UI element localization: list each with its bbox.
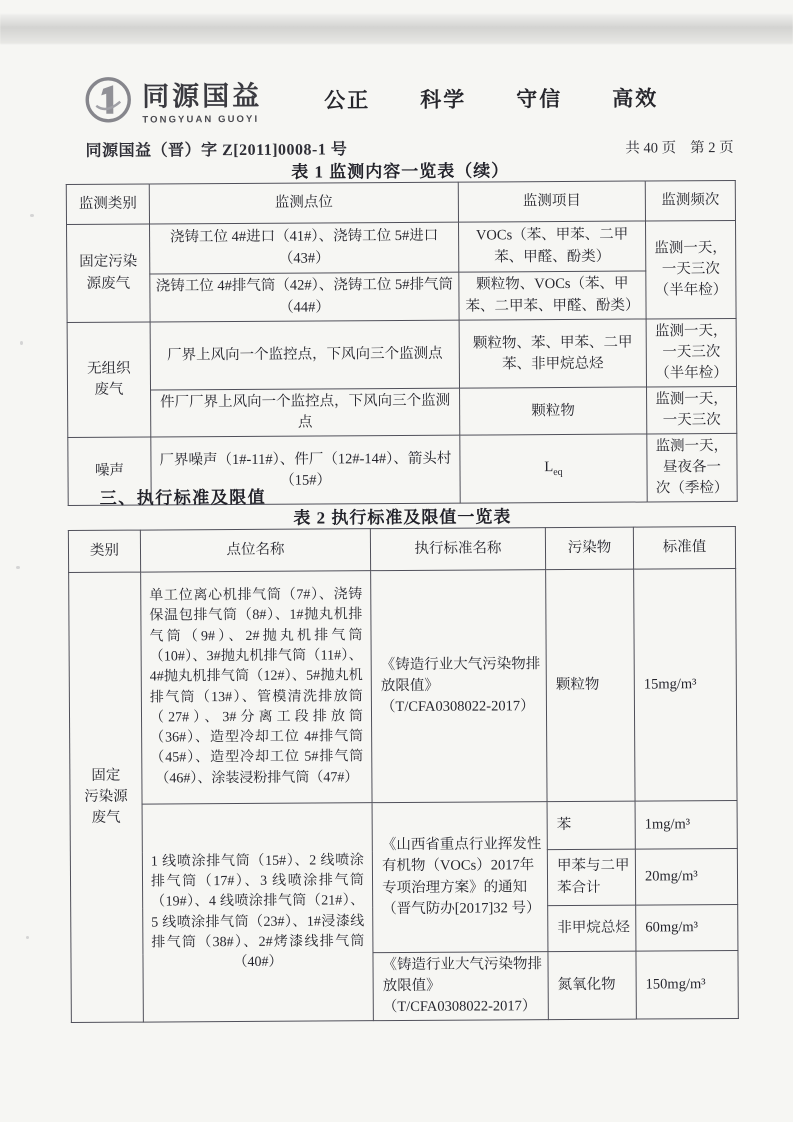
slogan-row bbox=[324, 82, 658, 114]
total-pages: 共 40 页 bbox=[625, 140, 677, 157]
standard-name: 《铸造行业大气污染物排放限值》 （T/CFA0308022-2017） bbox=[371, 570, 547, 803]
table-row bbox=[70, 800, 737, 852]
category-fugitive: 无组织 废气 bbox=[67, 322, 151, 438]
limit-value: 1mg/m³ bbox=[635, 800, 737, 849]
report-number: 同源国益（晋）字 Z[2011]0008-1 号 bbox=[85, 141, 348, 160]
monitoring-items: VOCs（苯、甲苯、二甲苯、甲醛、酚类） bbox=[458, 221, 645, 272]
col-header-limit-value: 标准值 bbox=[633, 526, 735, 569]
pollutant: 甲苯与二甲苯合计 bbox=[547, 849, 635, 906]
slogan-item: 科学 bbox=[420, 87, 467, 112]
pollutant: 非甲烷总烃 bbox=[548, 905, 636, 952]
category-noise: 噪声 bbox=[68, 437, 151, 506]
company-name: 同源国益 bbox=[142, 80, 263, 112]
pollutant: 颗粒物 bbox=[546, 569, 635, 802]
limit-value: 20mg/m³ bbox=[635, 848, 737, 905]
monitoring-point: 浇铸工位 4#进口（41#）、浇铸工位 5#进口（43#） bbox=[150, 222, 459, 274]
monitoring-point: 厂界噪声（1#-11#）、件厂（12#-14#）、箭头村（15#） bbox=[151, 435, 460, 505]
monitoring-frequency: 监测一天， 一天三次 （半年检） bbox=[646, 318, 736, 387]
limit-value: 15mg/m³ bbox=[634, 568, 737, 801]
table2-title: 表 2 执行标准及限值一览表 bbox=[293, 507, 512, 528]
monitoring-items: 颗粒物 bbox=[460, 387, 647, 435]
point-name-list: 单工位离心机排气筒（7#）、浇铸保温包排气筒（8#）、1#抛丸机排气筒（9#）、2#抛丸机排气筒（10#）、3#抛丸机排气筒（11#）、4#抛丸机排气筒（12#）、5#抛丸机排气筒（13#）、管模清洗排放筒（27#）、3#分离工段排放筒（36#）、造型冷却工位 4#排气筒（45#）、造型冷却工位 5#排气筒（46#）、涂装浸粉排气筒（47#） bbox=[141, 571, 372, 804]
monitoring-point: 件厂厂界上风向一个监控点，下风向三个监测点 bbox=[151, 388, 460, 437]
monitoring-items: 颗粒物、苯、甲苯、二甲苯、非甲烷总烃 bbox=[459, 319, 646, 388]
pollutant: 氮氧化物 bbox=[548, 951, 636, 1020]
current-page: 第 2 页 bbox=[690, 139, 734, 157]
col-header-point-name: 点位名称 bbox=[140, 529, 370, 572]
col-header-category: 类别 bbox=[68, 530, 140, 572]
leq-subscript: eq bbox=[553, 466, 563, 478]
col-header-frequency: 监测频次 bbox=[645, 180, 735, 221]
company-name-pinyin: TONGYUAN GUOYI bbox=[142, 113, 260, 126]
col-header-item: 监测项目 bbox=[458, 181, 645, 222]
table1-title: 表 1 监测内容一览表（续） bbox=[291, 161, 510, 182]
monitoring-frequency: 监测一天， 一天三次 bbox=[647, 386, 737, 434]
slogan-item: 公正 bbox=[324, 88, 371, 113]
monitoring-point: 厂界上风向一个监控点，下风向三个监测点 bbox=[150, 320, 459, 390]
standard-name: 《山西省重点行业挥发性有机物（VOCs）2017年专项治理方案》的通知（晋气防办[2017]32 号） bbox=[372, 802, 548, 953]
col-header-pollutant: 污染物 bbox=[545, 527, 633, 570]
category-fixed-source: 固定污染 源废气 bbox=[67, 224, 151, 323]
limit-value: 60mg/m³ bbox=[636, 904, 738, 951]
category-fixed-source: 固定 污染源 废气 bbox=[69, 572, 144, 1022]
point-name-list: 1 线喷涂排气筒（15#）、2 线喷涂排气筒（17#）、3 线喷涂排气筒（19#）、4 线喷涂排气筒（21#）、5 线喷涂排气筒（23#）、1#浸漆线排气筒（38#）、2#烤漆线排气筒（40#） bbox=[142, 803, 373, 1022]
col-header-category: 监测类别 bbox=[66, 184, 149, 225]
monitoring-frequency: 监测一天， 昼夜各一 次（季检） bbox=[647, 434, 737, 503]
logo-text bbox=[142, 73, 262, 125]
section-title: 三、执行标准及限值 bbox=[99, 487, 267, 508]
col-header-point: 监测点位 bbox=[149, 182, 458, 224]
limit-value: 150mg/m³ bbox=[636, 950, 738, 1019]
pollutant: 苯 bbox=[547, 801, 635, 850]
table-row bbox=[67, 318, 736, 390]
leq-base: L bbox=[544, 458, 554, 476]
monitoring-items: 颗粒物、VOCs（苯、甲苯、二甲苯、甲醛、酚类） bbox=[459, 271, 646, 320]
table-row bbox=[69, 568, 737, 804]
table-header-row bbox=[66, 180, 735, 224]
monitoring-content-table bbox=[66, 180, 738, 506]
standard-name: 《铸造行业大气污染物排放限值》 （T/CFA0308022-2017） bbox=[373, 952, 548, 1021]
noise-parameter bbox=[460, 434, 647, 503]
report-header bbox=[82, 70, 732, 126]
logo-circle-icon bbox=[82, 74, 134, 126]
table-header-row bbox=[68, 526, 735, 572]
slogan-item: 高效 bbox=[612, 86, 659, 111]
table-row bbox=[67, 270, 736, 322]
table-row bbox=[68, 386, 737, 437]
standards-limits-table bbox=[68, 526, 739, 1023]
slogan-item: 守信 bbox=[516, 87, 563, 112]
monitoring-frequency: 监测一天， 一天三次 （半年检） bbox=[645, 220, 736, 319]
col-header-standard-name: 执行标准名称 bbox=[370, 528, 545, 571]
company-logo bbox=[82, 73, 262, 126]
monitoring-point: 浇铸工位 4#排气筒（42#）、浇铸工位 5#排气筒（44#） bbox=[150, 272, 459, 322]
table-row bbox=[67, 220, 736, 274]
